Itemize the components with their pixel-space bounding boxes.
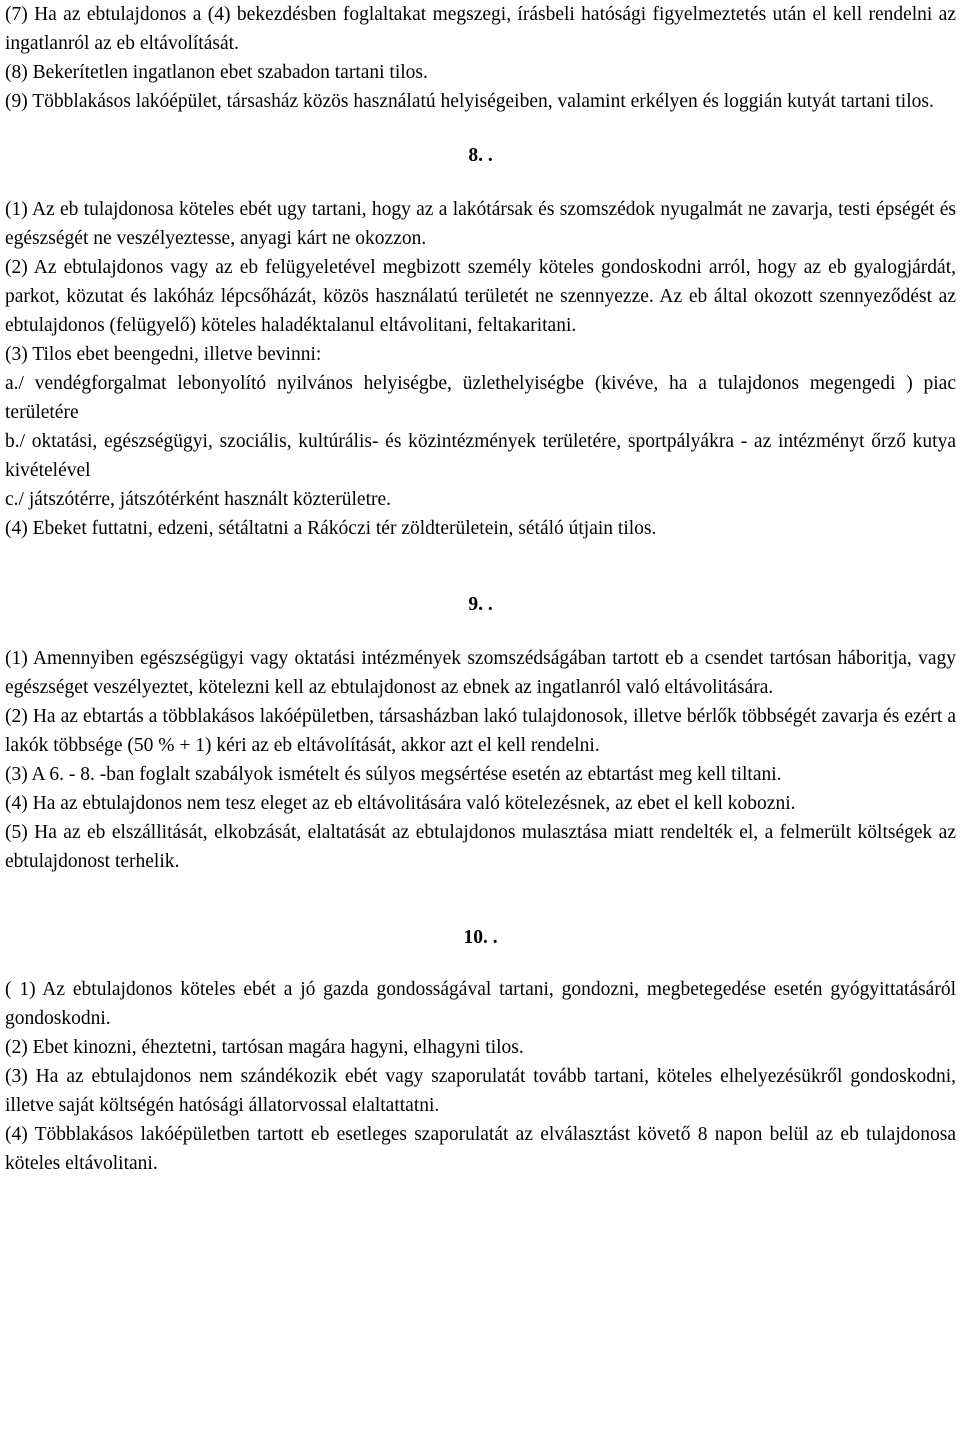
section-9-para-5: (5) Ha az eb elszállitását, elkobzását, elaltatását az ebtulajdonos mulasztása miatt rendelték el, a felmerült költségek az ebtulajdonost terhelik. bbox=[5, 822, 956, 872]
section-9-para-1: (1) Amennyiben egészségügyi vagy oktatási intézmények szomszédságában tartott eb a csendet tartósan háboritja, vagy egészséget veszélyeztet, kötelezni kell az ebtulajdonost az ebnek az ingatlanról való eltávolitására. bbox=[5, 648, 956, 698]
section-8-heading: 8. . bbox=[468, 145, 493, 166]
section-8-para-3: (3) Tilos ebet beengedni, illetve bevinni: bbox=[5, 344, 322, 365]
section-9-para-2: (2) Ha az ebtartás a többlakásos lakóépületben, társasházban lakó tulajdonosok, illetve bérlők többségét zavarja és ezért a lakók többsége (50 % + 1) kéri az eb eltávolítását, akkor azt el kell rendelni. bbox=[5, 706, 956, 756]
section-8-para-4: (4) Ebeket futtatni, edzeni, sétáltatni a Rákóczi tér zöldterületein, sétáló útjain tilos. bbox=[5, 518, 657, 539]
section-10-para-2: (2) Ebet kinozni, éheztetni, tartósan magára hagyni, elhagyni tilos. bbox=[5, 1037, 524, 1058]
section-8-para-1: (1) Az eb tulajdonosa köteles ebét ugy tartani, hogy az a lakótársak és szomszédok nyugalmát ne zavarja, testi épségét és egészségét ne veszélyeztesse, anyagi kárt ne okozzon. bbox=[5, 199, 956, 249]
paragraph-9: (9) Többlakásos lakóépület, társasház közös használatú helyiségeiben, valamint erkélyen és loggián kutyát tartani tilos. bbox=[5, 91, 934, 112]
spacer bbox=[5, 619, 956, 644]
paragraph-7: (7) Ha az ebtulajdonos a (4) bekezdésben foglaltakat megszegi, írásbeli hatósági figyelmeztetés után el kell rendelni az ingatlanról az eb eltávolítását. bbox=[5, 4, 956, 54]
section-10-para-1: ( 1) Az ebtulajdonos köteles ebét a jó gazda gondosságával tartani, gondozni, megbetegedése esetén gyógyittatásáról gondoskodni. bbox=[5, 979, 956, 1029]
section-8-item-b: b./ oktatási, egészségügyi, szociális, kultúrális- és közintézmények területére, sportpályákra - az intézményt őrző kutya kivételével bbox=[5, 431, 956, 481]
section-8-item-c: c./ játszótérre, játszótérként használt közterületre. bbox=[5, 489, 392, 510]
spacer bbox=[5, 116, 956, 141]
section-9-para-4: (4) Ha az ebtulajdonos nem tesz eleget az eb eltávolitására való kötelezésnek, az ebet el kell kobozni. bbox=[5, 793, 796, 814]
spacer bbox=[5, 952, 956, 975]
section-10-heading: 10. . bbox=[463, 927, 498, 948]
section-8-para-2: (2) Az ebtulajdonos vagy az eb felügyeletével megbizott személy köteles gondoskodni arról, hogy az eb gyalogjárdát, parkot, közutat és lakóház lépcsőházát, közös használatú területét ne szennyezze. Az eb által okozott szennyeződést az ebtulajdonos (felügyelő) köteles haladéktalanul eltávolitani, feltakaritani. bbox=[5, 257, 956, 336]
spacer bbox=[5, 170, 956, 195]
section-10-para-3: (3) Ha az ebtulajdonos nem szándékozik ebét vagy szaporulatát tovább tartani, köteles elhelyezésükről gondoskodni, illetve saját költségén hatósági állatorvossal elaltattatni. bbox=[5, 1066, 956, 1116]
spacer bbox=[5, 876, 956, 923]
section-9-para-3: (3) A 6. - 8. -ban foglalt szabályok ismételt és súlyos megsértése esetén az ebtartást meg kell tiltani. bbox=[5, 764, 782, 785]
document-page bbox=[5, 0, 956, 1178]
section-9-heading: 9. . bbox=[468, 594, 493, 615]
paragraph-8: (8) Bekerítetlen ingatlanon ebet szabadon tartani tilos. bbox=[5, 62, 428, 83]
section-8-item-a: a./ vendégforgalmat lebonyolító nyilvános helyiségbe, üzlethelyiségbe (kivéve, ha a tulajdonos megengedi ) piac területére bbox=[5, 373, 956, 423]
spacer bbox=[5, 543, 956, 590]
section-10-para-4: (4) Többlakásos lakóépületben tartott eb esetleges szaporulatát az elválasztást követő 8 napon belül az eb tulajdonosa köteles eltávolitani. bbox=[5, 1124, 956, 1174]
